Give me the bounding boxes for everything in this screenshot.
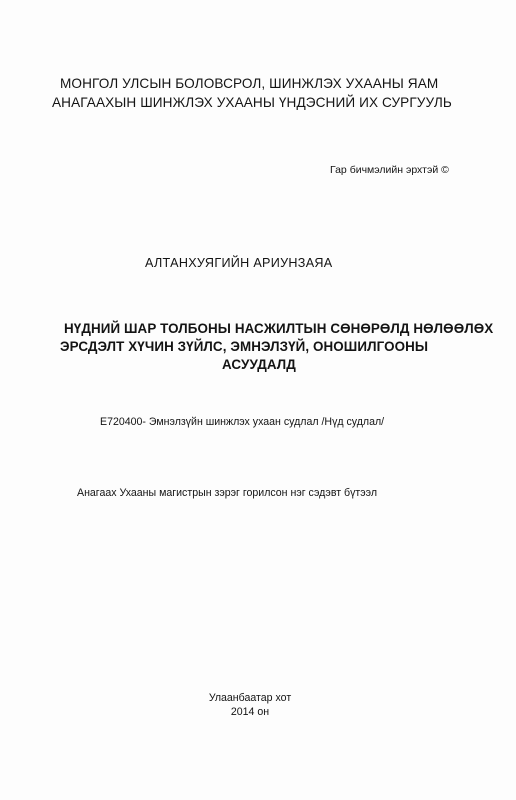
specialty-code: E720400- Эмнэлзүйн шинжлэх ухаан судлал /Нүд судлал/ (100, 416, 385, 428)
university-name: АНАГААХЫН ШИНЖЛЭХ УХААНЫ ҮНДЭСНИЙ ИХ СУРГУУЛЬ (52, 95, 452, 110)
city: Улаанбаатар хот (208, 692, 292, 704)
thesis-title-line-3: АСУУДАЛД (222, 357, 296, 372)
thesis-title-line-1: НҮДНИЙ ШАР ТОЛБОНЫ НАСЖИЛТЫН СӨНӨРӨЛД НӨЛӨӨЛӨХ (64, 321, 494, 336)
author-name: АЛТАНХУЯГИЙН АРИУНЗАЯА (145, 256, 333, 270)
ministry-name: МОНГОЛ УЛСЫН БОЛОВСРОЛ, ШИНЖЛЭХ УХААНЫ ЯАМ (60, 76, 439, 91)
institution-header (52, 74, 492, 112)
thesis-title (40, 320, 500, 374)
year: 2014 он (230, 706, 270, 718)
place-and-year (190, 691, 310, 719)
thesis-title-line-2: ЭРСДЭЛТ ХҮЧИН ЗҮЙЛС, ЭМНЭЛЗҮЙ, ОНОШИЛГООНЫ (60, 339, 429, 354)
copyright-note: Гар бичмэлийн эрхтэй © (330, 164, 449, 176)
degree-statement: Анагаах Ухааны магистрын зэрэг горилсон нэг сэдэвт бүтээл (77, 487, 377, 499)
